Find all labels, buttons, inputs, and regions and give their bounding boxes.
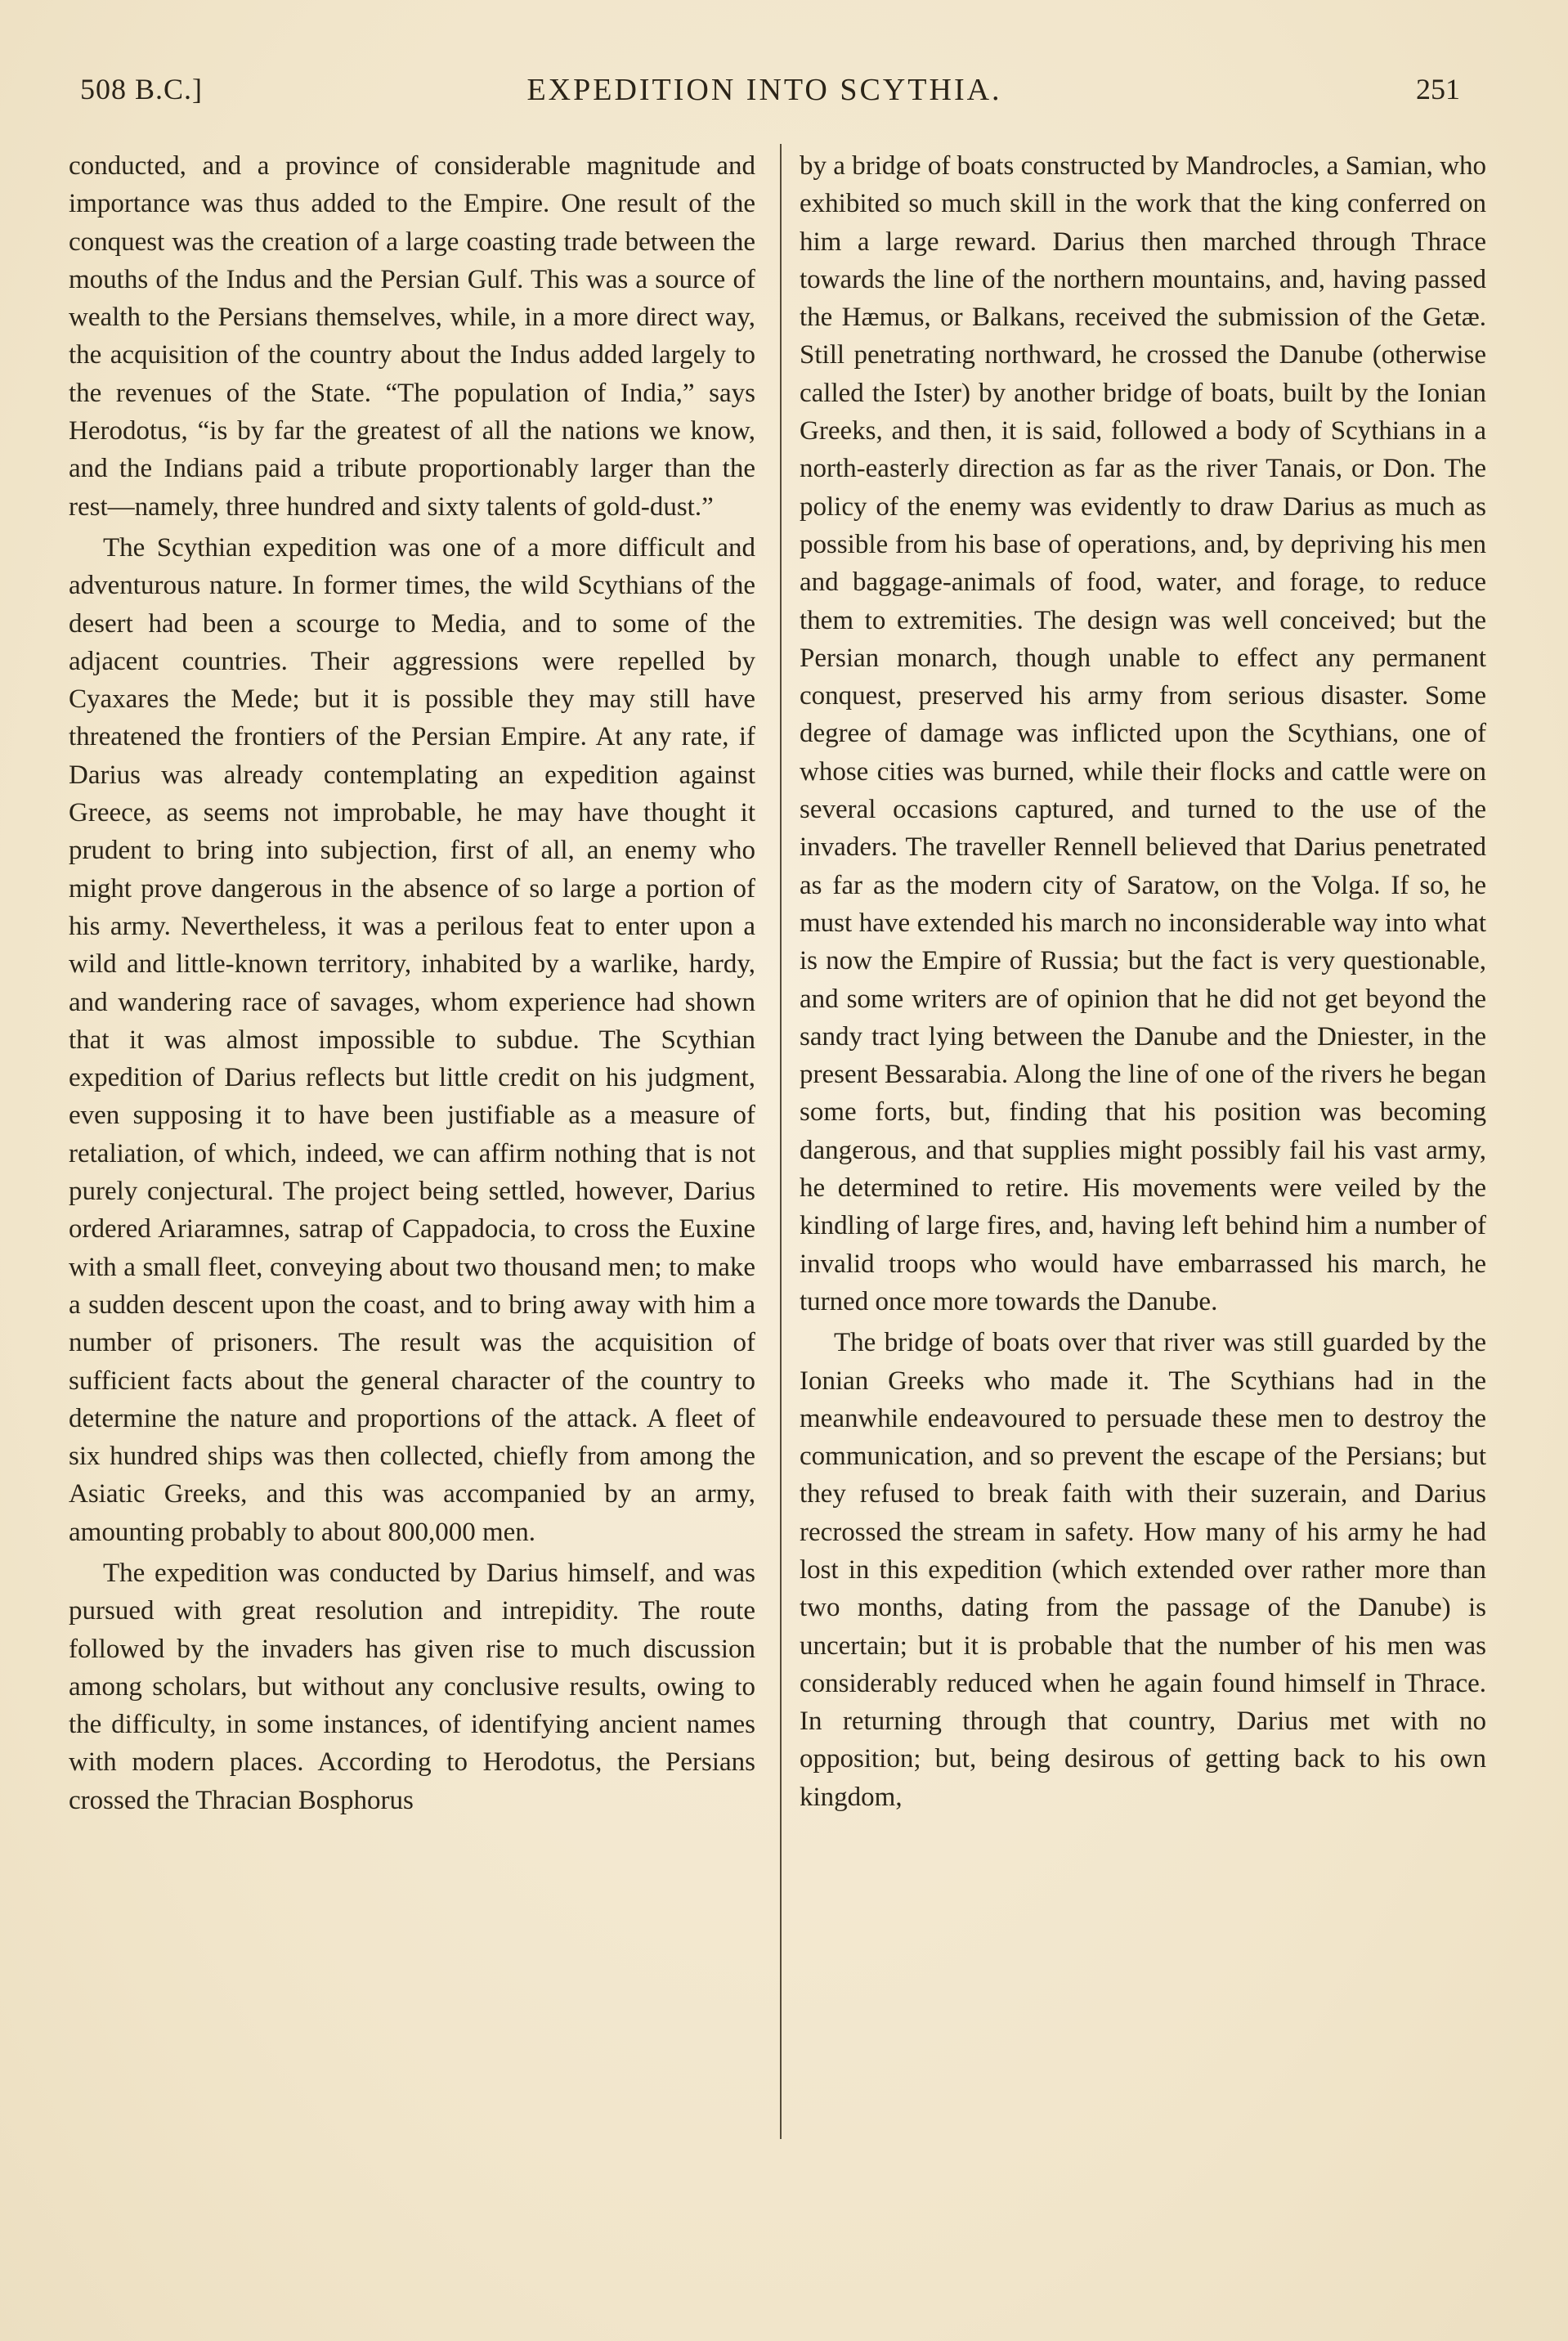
paragraph: The bridge of boats over that river was still guarded by the Ionian Greeks who made it. The Scythians had in the meanwhile endeavoured to persuade these men to destroy the communication, and so prevent the escape of the Persians; but they refused to break faith with their suzerain, and Darius recrossed the stream in safety. How many of his army he had lost in this expedition (which extended over rather more than two months, dating from the passage of the Danube) is uncertain; but it is probable that the number of his men was considerably reduced when he again found himself in Thrace. In returning through that country, Darius met with no opposition; but, being desirous of getting back to his own kingdom, <box>800 1328 1486 1812</box>
left-column <box>69 147 755 1819</box>
paragraph: by a bridge of boats constructed by Mandrocles, a Samian, who exhibited so much skill in the work that the king conferred on him a large reward. Darius then marched through Thrace towards the line of the northern mountains, and, having passed the Hæmus, or Balkans, received the submission of the Getæ. Still penetrating northward, he crossed the Danube (otherwise called the Ister) by another bridge of boats, built by the Ionian Greeks, and then, it is said, followed a body of Scythians in a north-easterly direction as far as the river Tanais, or Don. The policy of the enemy was evidently to draw Darius as much as possible from his base of operations, and, by depriving his men and baggage-animals of food, water, and forage, to reduce them to extremities. The design was well conceived; but the Persian monarch, though unable to effect any permanent conquest, preserved his army from serious disaster. Some degree of damage was inflicted upon the Scythians, one of whose cities was burned, while their flocks and cattle were on several occasions captured, and turned to the use of the invaders. The traveller Rennell believed that Darius penetrated as far as the modern city of Saratow, on the Volga. If so, he must have extended his march no inconsiderable way into what is now the Empire of Russia; but the fact is very questionable, and some writers are of opinion that he did not get beyond the sandy tract lying between the Danube and the Dniester, in the present Bessarabia. Along the line of one of the rivers he began some forts, but, finding that his position was becoming dangerous, and that supplies might possibly fail his vast army, he determined to retire. His movements were veiled by the kindling of large fires, and, having left behind him a number of invalid troops who would have embarrassed his march, he turned once more towards the Danube. <box>800 151 1486 1316</box>
column-divider <box>780 144 782 2139</box>
header-title: EXPEDITION INTO SCYTHIA. <box>526 73 1002 107</box>
page-number: 251 <box>1416 73 1460 105</box>
right-column <box>800 147 1486 1816</box>
header-date: 508 B.C.] <box>80 73 204 105</box>
paragraph: The expedition was conducted by Darius himself, and was pursued with great resolution and intrepidity. The route followed by the invaders has given rise to much discussion among scholars, but without any conclusive results, owing to the difficulty, in some instances, of identifying ancient names with modern places. According to Herodotus, the Persians crossed the Thracian Bosphorus <box>69 1558 755 1815</box>
paragraph: The Scythian expedition was one of a more difficult and adventurous nature. In former times, the wild Scythians of the desert had been a scourge to Media, and to some of the adjacent countries. Their aggressions were repelled by Cyaxares the Mede; but it is possible they may still have threatened the frontiers of the Persian Empire. At any rate, if Darius was already contemplating an expedition against Greece, as seems not improbable, he may have thought it prudent to bring into subjection, first of all, an enemy who might prove dangerous in the absence of so large a portion of his army. Nevertheless, it was a perilous feat to enter upon a wild and little-known territory, inhabited by a warlike, hardy, and wandering race of savages, whom experience had shown that it was almost impossible to subdue. The Scythian expedition of Darius reflects but little credit on his judgment, even supposing it to have been justifiable as a measure of retaliation, of which, indeed, we can affirm nothing that is not purely conjectural. The project being settled, however, Darius ordered Ariaramnes, satrap of Cappadocia, to cross the Euxine with a small fleet, conveying about two thousand men; to make a sudden descent upon the coast, and to bring away with him a number of prisoners. The result was the acquisition of sufficient facts about the general character of the country to determine the nature and proportions of the attack. A fleet of six hundred ships was then collected, chiefly from among the Asiatic Greeks, and this was accompanied by an army, amounting probably to about 800,000 men. <box>69 532 755 1547</box>
paragraph: conducted, and a province of considerable magnitude and importance was thus added to the Empire. One result of the conquest was the creation of a large coasting trade between the mouths of the Indus and the Persian Gulf. This was a source of wealth to the Persians themselves, while, in a more direct way, the acquisition of the country about the Indus added largely to the revenues of the State. “The population of India,” says Herodotus, “is by far the greatest of all the nations we know, and the Indians paid a tribute proportionably larger than the rest—namely, three hundred and sixty talents of gold-dust.” <box>69 151 755 522</box>
running-header <box>69 72 1460 118</box>
